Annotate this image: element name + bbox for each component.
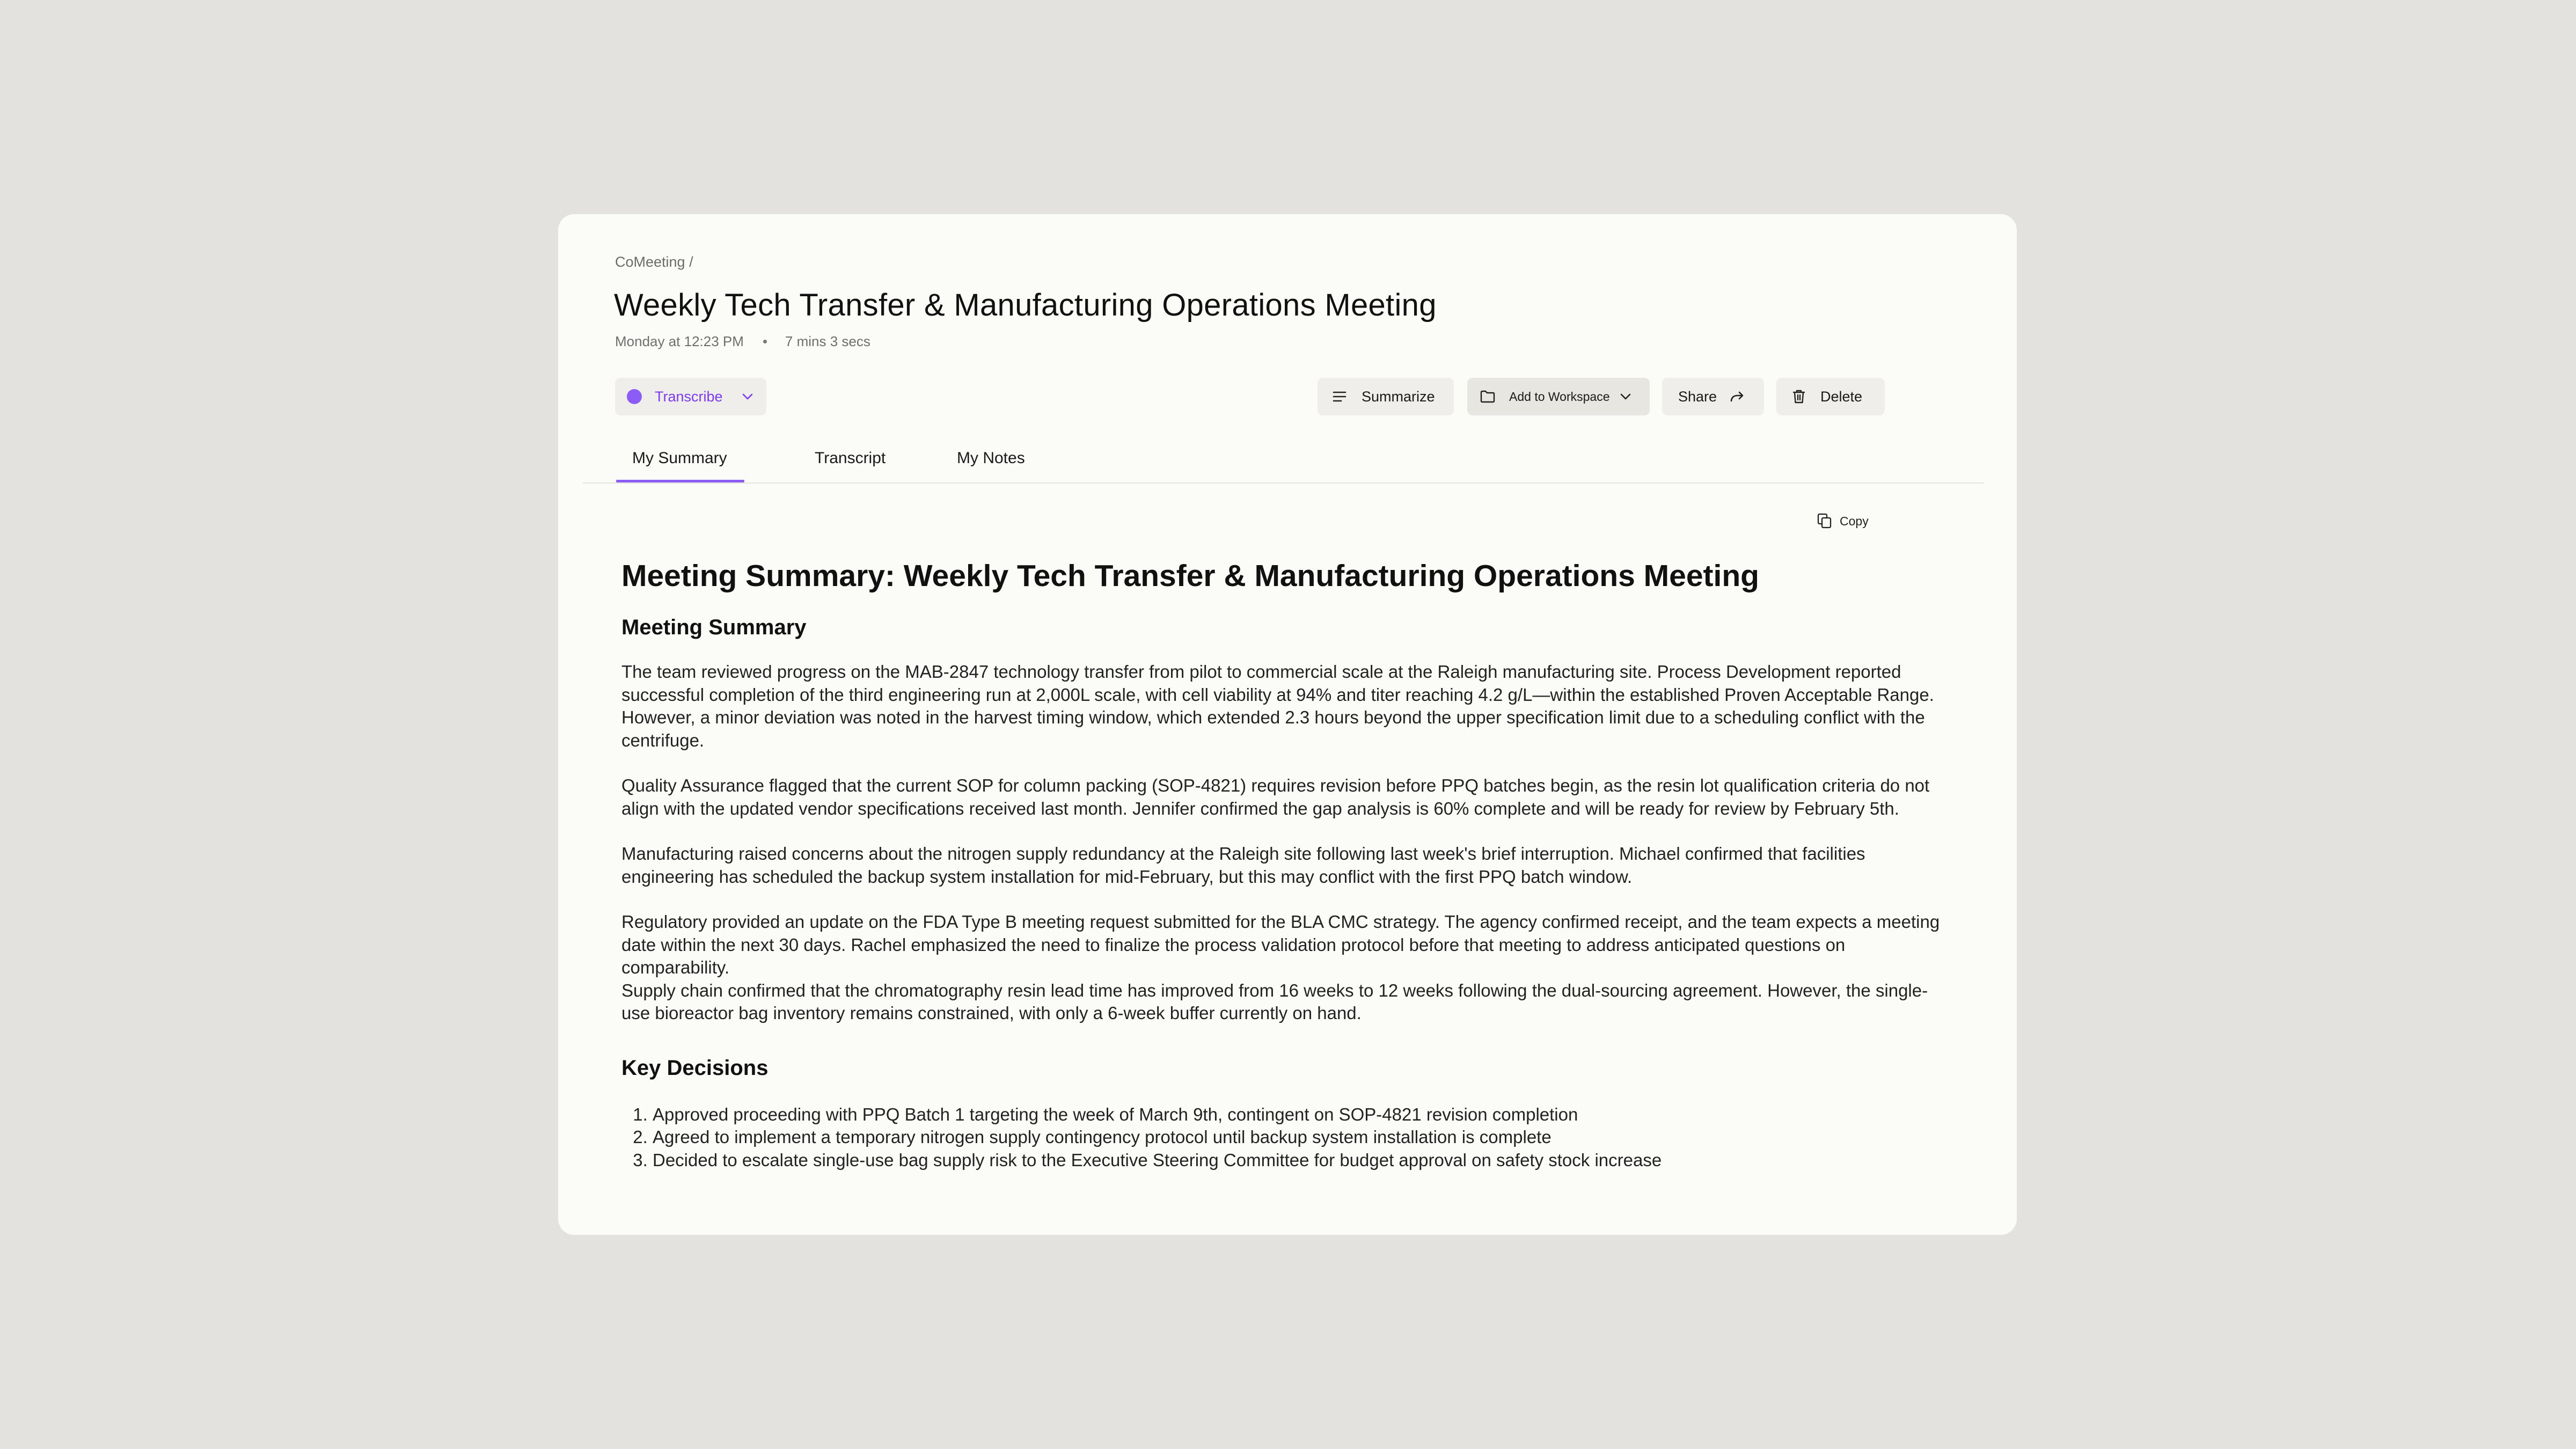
workspace-label: Add to Workspace xyxy=(1509,389,1610,404)
meeting-meta xyxy=(615,333,870,350)
summarize-label: Summarize xyxy=(1362,388,1435,405)
delete-button[interactable] xyxy=(1776,378,1885,415)
page-title: Weekly Tech Transfer & Manufacturing Operations Meeting xyxy=(614,288,1437,323)
transcribe-button[interactable] xyxy=(615,378,766,415)
trash-icon xyxy=(1792,389,1805,404)
summary-paragraph: Manufacturing raised concerns about the nitrogen supply redundancy at the Raleigh site following last week's brief interruption. Michael confirmed that facilities engineering has scheduled the backup system installation for mid-February, but this may conflict with the first PPQ batch window. xyxy=(621,844,1865,887)
summary-content xyxy=(621,558,1952,1234)
separator-dot xyxy=(763,340,767,343)
share-label: Share xyxy=(1678,388,1717,405)
summary-paragraph: Quality Assurance flagged that the current SOP for column packing (SOP-4821) requires revision before PPQ batches begin, as the resin lot qualification criteria do not align with the updated vendor specifications received last month. Jennifer confirmed the gap analysis is 60% complete and will be ready for review by February 5th. xyxy=(621,775,1930,818)
transcribe-label: Transcribe xyxy=(655,388,723,405)
summary-paragraph: The team reviewed progress on the MAB-2847 technology transfer from pilot to commercial scale at the Raleigh manufacturing site. Process Development reported successful completion of the third engineering run at 2,000L scale, with cell viability at 94% and titer reaching 4.2 g/L—within the established Proven Acceptable Range. However, a minor deviation was noted in the harvest timing window, which extended 2.3 hours beyond the upper specification limit due to a scheduling conflict with the centrifuge. xyxy=(621,662,1934,750)
summary-paragraph: Supply chain confirmed that the chromatography resin lead time has improved from 16 weeks to 12 weeks following the dual-sourcing agreement. However, the single-use bioreactor bag inventory remains constrained, with only a 6-week buffer currently on hand. xyxy=(621,980,1928,1023)
meeting-card xyxy=(558,214,2017,1235)
key-decisions-title: Key Decisions xyxy=(621,1056,769,1080)
list-item: 3. Decided to escalate single-use bag supply risk to the Executive Steering Committee for budget approval on safety stock increase xyxy=(653,1149,1952,1172)
chevron-down-icon xyxy=(1620,393,1631,400)
summary-paragraph: Regulatory provided an update on the FDA Type B meeting request submitted for the BLA CMC strategy. The agency confirmed receipt, and the team expects a meeting date within the next 30 days. Rachel emphasized the need to finalize the process validation protocol before that meeting to address anticipated questions on comparability. xyxy=(621,912,1940,978)
tab-my-notes[interactable]: My Notes xyxy=(957,449,1025,467)
list-item: 1. Approved proceeding with PPQ Batch 1 targeting the week of March 9th, contingent on SOP-4821 revision completion xyxy=(653,1103,1952,1126)
key-decisions-list xyxy=(621,1103,1952,1172)
meeting-date: Monday at 12:23 PM xyxy=(615,333,744,349)
meeting-duration: 7 mins 3 secs xyxy=(785,333,870,349)
lines-icon xyxy=(1333,391,1346,402)
list-item: 2. Agreed to implement a temporary nitrogen supply contingency protocol until backup system installation is complete xyxy=(653,1126,1952,1149)
tab-transcript[interactable]: Transcript xyxy=(815,449,886,467)
tab-my-summary[interactable]: My Summary xyxy=(632,449,727,467)
tab-bar xyxy=(583,440,1984,484)
summarize-button[interactable] xyxy=(1318,378,1454,415)
summary-section-title: Meeting Summary xyxy=(621,616,807,640)
copy-icon xyxy=(1817,513,1832,529)
copy-label: Copy xyxy=(1840,514,1869,528)
summary-heading: Meeting Summary: Weekly Tech Transfer & Manufacturing Operations Meeting xyxy=(621,559,1759,593)
share-button[interactable] xyxy=(1662,378,1764,415)
share-arrow-icon xyxy=(1730,391,1745,402)
delete-label: Delete xyxy=(1820,388,1863,405)
copy-button[interactable] xyxy=(1817,513,1869,529)
folder-icon xyxy=(1480,390,1495,403)
add-to-workspace-button[interactable] xyxy=(1467,378,1650,415)
transcribe-icon xyxy=(627,389,642,404)
breadcrumb[interactable]: CoMeeting / xyxy=(615,254,693,270)
chevron-down-icon xyxy=(742,393,753,400)
